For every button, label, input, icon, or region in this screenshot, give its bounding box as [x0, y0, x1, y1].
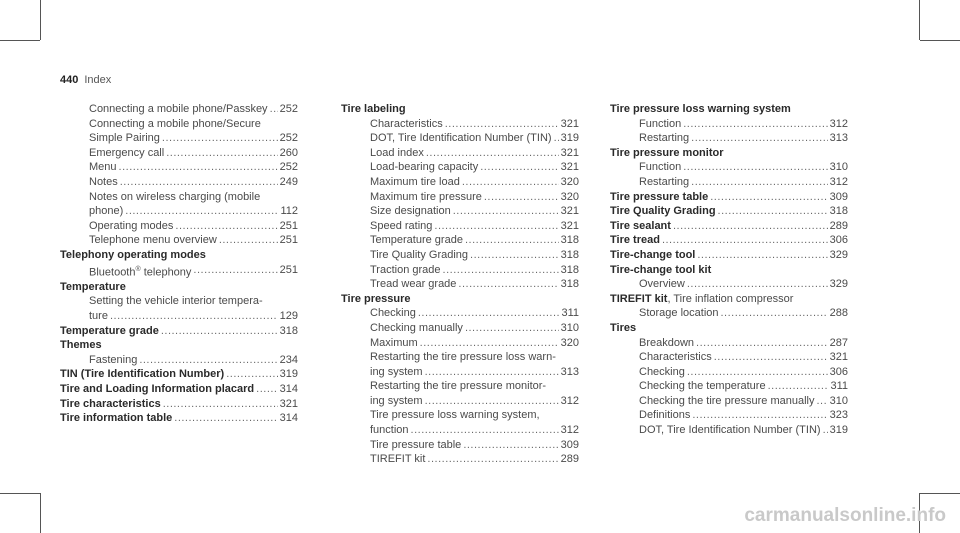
index-entry-text: Restarting the tire pressure loss warn-: [370, 351, 556, 364]
index-entry[interactable]: Characteristics ..... 321: [341, 117, 579, 132]
page-header: [60, 74, 111, 86]
index-heading-entry[interactable]: Tire Quality Grading ..... 318: [610, 204, 848, 219]
index-entry[interactable]: Function ..... 310: [610, 160, 848, 175]
index-heading: Tire labeling: [341, 103, 406, 115]
index-heading: Temperature: [60, 280, 126, 293]
index-entry-text: Connecting a mobile phone/Secure: [89, 117, 261, 130]
index-heading-entry[interactable]: Tire information table ..... 314: [60, 411, 298, 426]
index-heading: Tire pressure monitor: [610, 146, 724, 159]
index-heading-entry[interactable]: TIN (Tire Identification Number) ..... 319: [60, 367, 298, 382]
index-heading-entry[interactable]: Tire characteristics ..... 321: [60, 397, 298, 412]
index-heading-entry[interactable]: Tire sealant ..... 289: [610, 219, 848, 234]
index-column-3: [610, 102, 848, 438]
index-heading-mixed: TIREFIT kit, Tire inflation compressor: [610, 292, 794, 305]
index-entry[interactable]: Breakdown ..... 287: [610, 336, 848, 351]
index-entry[interactable]: Checking manually ..... 310: [341, 321, 579, 336]
index-heading: Tires: [610, 321, 637, 334]
index-entry[interactable]: Checking the temperature ..... 311: [610, 379, 848, 394]
index-entry[interactable]: Tread wear grade ..... 318: [341, 277, 579, 292]
index-heading: Telephony operating modes: [60, 248, 206, 261]
index-entry[interactable]: Overview ..... 329: [610, 277, 848, 292]
crop-mark-tl-v: [40, 0, 41, 40]
index-entry[interactable]: Fastening ..... 234: [60, 353, 298, 368]
crop-mark-bl-h: [0, 493, 40, 494]
index-entry[interactable]: Emergency call ..... 260: [60, 146, 298, 161]
index-column-1: [60, 102, 298, 426]
index-entry[interactable]: ing system ..... 312: [341, 394, 579, 409]
index-entry[interactable]: Operating modes ..... 251: [60, 219, 298, 234]
index-entry[interactable]: DOT, Tire Identification Number (TIN) ..... 319: [341, 131, 579, 146]
index-heading: Tire pressure loss warning system: [610, 103, 791, 115]
index-entry-text: Setting the vehicle interior tempera-: [89, 295, 263, 308]
index-entry[interactable]: Menu ..... 252: [60, 160, 298, 175]
index-heading: Tire-change tool kit: [610, 263, 712, 276]
index-heading-entry[interactable]: Temperature grade ..... 318: [60, 324, 298, 339]
index-entry[interactable]: Maximum tire load ..... 320: [341, 175, 579, 190]
index-entry-text: Restarting the tire pressure monitor-: [370, 380, 547, 393]
crop-mark-br-h: [920, 493, 960, 494]
index-entry[interactable]: Checking ..... 311: [341, 306, 579, 321]
index-entry[interactable]: Temperature grade ..... 318: [341, 233, 579, 248]
index-entry[interactable]: ture ..... 129: [60, 309, 298, 324]
watermark: carmanualsonline.info: [744, 505, 946, 526]
index-entry-text: Tire pressure loss warning system,: [370, 409, 540, 422]
index-entry[interactable]: Characteristics ..... 321: [610, 350, 848, 365]
index-entry[interactable]: TIREFIT kit ..... 289: [341, 452, 579, 467]
index-entry[interactable]: Size designation ..... 321: [341, 204, 579, 219]
index-entry[interactable]: Restarting ..... 313: [610, 131, 848, 146]
index-heading-entry[interactable]: Tire pressure table ..... 309: [610, 190, 848, 205]
index-column-2: [341, 102, 579, 467]
index-entry[interactable]: Checking the tire pressure manually ..... 310: [610, 394, 848, 409]
index-entry[interactable]: function ..... 312: [341, 423, 579, 438]
index-heading: Tire pressure: [341, 292, 411, 305]
index-heading-entry[interactable]: Tire tread ..... 306: [610, 233, 848, 248]
crop-mark-tr-v: [919, 0, 920, 40]
index-entry[interactable]: Restarting ..... 312: [610, 175, 848, 190]
crop-mark-bl-v: [40, 493, 41, 533]
index-entry[interactable]: Notes ..... 249: [60, 175, 298, 190]
index-entry[interactable]: Tire pressure table ..... 309: [341, 438, 579, 453]
index-entry[interactable]: Connecting a mobile phone/Passkey ..... 252: [60, 102, 298, 117]
index-entry-text: Notes on wireless charging (mobile: [89, 190, 261, 203]
index-heading: Themes: [60, 339, 102, 352]
index-heading-entry[interactable]: Tire-change tool ..... 329: [610, 248, 848, 263]
index-entry[interactable]: Function ..... 312: [610, 117, 848, 132]
index-entry[interactable]: Simple Pairing ..... 252: [60, 131, 298, 146]
index-entry[interactable]: Load-bearing capacity ..... 321: [341, 160, 579, 175]
index-entry[interactable]: ing system ..... 313: [341, 365, 579, 380]
index-entry[interactable]: Load index ..... 321: [341, 146, 579, 161]
index-entry[interactable]: phone) ..... 112: [60, 204, 298, 219]
index-entry[interactable]: Definitions ..... 323: [610, 408, 848, 423]
index-entry[interactable]: Maximum tire pressure ..... 320: [341, 190, 579, 205]
index-entry[interactable]: DOT, Tire Identification Number (TIN) ..... 319: [610, 423, 848, 438]
section-title: Index: [84, 74, 112, 86]
index-entry[interactable]: Speed rating ..... 321: [341, 219, 579, 234]
crop-mark-tl-h: [0, 40, 40, 41]
crop-mark-tr-h: [920, 40, 960, 41]
index-entry[interactable]: Traction grade ..... 318: [341, 263, 579, 278]
index-entry[interactable]: Checking ..... 306: [610, 365, 848, 380]
index-entry[interactable]: Telephone menu overview ..... 251: [60, 233, 298, 248]
page-number: 440: [60, 74, 79, 86]
index-entry[interactable]: Maximum ..... 320: [341, 336, 579, 351]
index-entry[interactable]: Bluetooth® telephony ..... 251: [60, 263, 298, 280]
index-entry[interactable]: Storage location ..... 288: [610, 306, 848, 321]
index-entry[interactable]: Tire Quality Grading ..... 318: [341, 248, 579, 263]
index-heading-entry[interactable]: Tire and Loading Information placard ..... 314: [60, 382, 298, 397]
